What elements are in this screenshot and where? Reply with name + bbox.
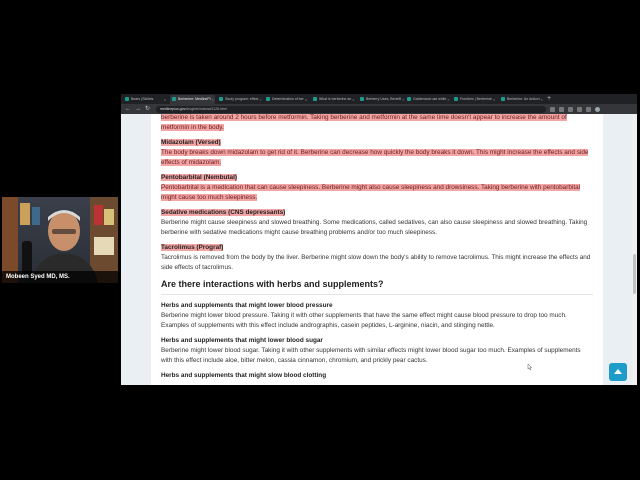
interaction-text: Pentobarbital is a medication that can cause sleepiness. Berberine might also cause sleepiness and drowsiness. Taking berberine with pentobarbital might cause too much sleepiness. — [161, 184, 581, 201]
webcam-overlay — [2, 197, 118, 283]
extension-icon[interactable] — [559, 107, 564, 112]
minimize-icon[interactable] — [606, 97, 611, 102]
forward-icon[interactable]: → — [135, 106, 141, 112]
tab-label: Frontiers | Berberine — [460, 97, 492, 101]
interaction-text: Tacrolimus is removed from the body by the liver. Berberine might slow down the body's ability to remove tacrolimus. This might increase the effects and side effects of tacrolimus. — [161, 254, 591, 271]
scrollbar-thumb[interactable] — [633, 254, 636, 294]
address-host: medlineplus.gov — [160, 107, 186, 111]
close-tab-icon[interactable]: × — [304, 96, 308, 102]
interaction-midazolam — [161, 138, 593, 168]
extension-icon[interactable] — [550, 107, 555, 112]
browser-window — [121, 94, 637, 385]
profile-icon[interactable] — [595, 107, 600, 112]
herb-interaction-text: Berberine might lower blood sugar. Taking it with other supplements with similar effects might lower blood sugar too much. Examples of supplements with this effect include aloe, bitter melon, cassia cinnamon, chromium, and prickly pear cactus. — [161, 347, 581, 364]
tab-label: Berberine: An Antioxi — [507, 97, 540, 101]
tab-label: What is berberine an — [319, 97, 352, 101]
herb-interaction-text: Berberine might lower blood pressure. Taking it with other supplements that have the same effect might cause blood pressure to drop too much. Examples of supplements with this effect include andrographis, casein peptides, L-arginine, niacin, and stinging nettle. — [161, 312, 567, 329]
interaction-tacrolimus — [161, 243, 593, 273]
interaction-title: Tacrolimus (Prograf) — [161, 244, 224, 251]
interaction-title: Midazolam (Versed) — [161, 139, 221, 146]
tab-label: Study program: effect — [225, 97, 259, 101]
tab-what-is-berberine[interactable] — [311, 95, 356, 104]
herbs-blood-pressure — [161, 301, 593, 331]
close-window-icon[interactable] — [628, 97, 633, 102]
herbs-blood-sugar — [161, 336, 593, 366]
tab-label: Berberry Uses, Benefit — [366, 97, 402, 101]
tab-label: Berberine: MedlinePl — [178, 97, 211, 101]
tab-bears[interactable] — [123, 95, 168, 104]
tab-label: Bears (Skillets — [131, 97, 154, 101]
favicon-icon — [172, 97, 176, 101]
tab-goldenseal[interactable] — [405, 95, 450, 104]
close-tab-icon[interactable]: × — [402, 96, 405, 102]
close-tab-icon[interactable]: × — [163, 96, 166, 102]
close-tab-icon[interactable]: × — [352, 96, 355, 102]
favicon-icon — [219, 97, 223, 101]
mouse-cursor-icon — [528, 364, 532, 370]
highlighted-text: berberine is taken around 2 hours before metformin. Taking berberine and metformin at the same time doesn't appear to increase the amount of metformin in the body. — [161, 114, 567, 131]
close-tab-icon[interactable]: × — [492, 96, 496, 102]
favicon-icon — [501, 97, 505, 101]
close-tab-icon[interactable]: × — [540, 96, 543, 102]
new-tab-button[interactable]: + — [547, 95, 552, 102]
address-path: /druginfo/natural/1126.html — [185, 107, 227, 111]
herb-interaction-title: Herbs and supplements that might lower blood sugar — [161, 337, 323, 344]
tab-berberine-medlineplus[interactable] — [170, 95, 215, 104]
interaction-text: The body breaks down midazolam to get rid of it. Berberine can decrease how quickly the body breaks it down. This might increase the effects and side effects of midazolam. — [161, 149, 589, 166]
favicon-icon — [407, 97, 411, 101]
herbs-blood-clotting — [161, 371, 593, 381]
herb-interaction-title: Herbs and supplements that might slow blood clotting — [161, 372, 327, 379]
favicon-icon — [125, 97, 129, 101]
interaction-title: Pentobarbital (Nembutal) — [161, 174, 237, 181]
close-tab-icon[interactable]: × — [211, 96, 214, 102]
herb-interaction-title: Herbs and supplements that might lower blood pressure — [161, 302, 333, 309]
scroll-to-top-icon — [613, 367, 623, 377]
scroll-to-top-button[interactable] — [609, 363, 627, 381]
tab-label: Determination of ber — [272, 97, 304, 101]
favicon-icon — [360, 97, 364, 101]
interaction-sedatives — [161, 208, 593, 238]
presenter-name: Mobeen Syed MD, MS. — [2, 271, 118, 283]
page-viewport — [121, 114, 637, 385]
article-content — [151, 114, 603, 385]
tab-bar — [121, 94, 637, 104]
extension-icon[interactable] — [577, 107, 582, 112]
interaction-title: Sedative medications (CNS depressants) — [161, 209, 286, 216]
extension-icon[interactable] — [586, 107, 591, 112]
favicon-icon — [266, 97, 270, 101]
tab-berberry-uses[interactable] — [358, 95, 403, 104]
window-controls — [606, 97, 637, 102]
maximize-icon[interactable] — [617, 97, 622, 102]
back-icon[interactable]: ← — [125, 106, 131, 112]
reload-icon[interactable]: ↻ — [145, 106, 151, 112]
page-scrollbar[interactable] — [632, 114, 637, 385]
close-tab-icon[interactable]: × — [447, 96, 450, 102]
favicon-icon — [454, 97, 458, 101]
close-tab-icon[interactable]: × — [259, 96, 262, 102]
metformin-continuation — [161, 113, 593, 133]
section-heading: Are there interactions with herbs and supplements? — [161, 279, 593, 295]
favicon-icon — [313, 97, 317, 101]
tab-berberine-antioxidant[interactable] — [499, 95, 544, 104]
address-bar[interactable] — [156, 106, 546, 113]
tab-frontiers[interactable] — [452, 95, 497, 104]
tab-label: Goldenseal use while — [413, 97, 447, 101]
tab-determination[interactable] — [264, 95, 309, 104]
interaction-text: Berberine might cause sleepiness and slowed breathing. Some medications, called sedatives, can also cause sleepiness and slowed breathing. Taking berberine with sedative medications might cause breathing problems and/or too much sleepiness. — [161, 219, 588, 236]
extension-icon[interactable] — [568, 107, 573, 112]
tab-study-program[interactable] — [217, 95, 262, 104]
interaction-pentobarbital — [161, 173, 593, 203]
